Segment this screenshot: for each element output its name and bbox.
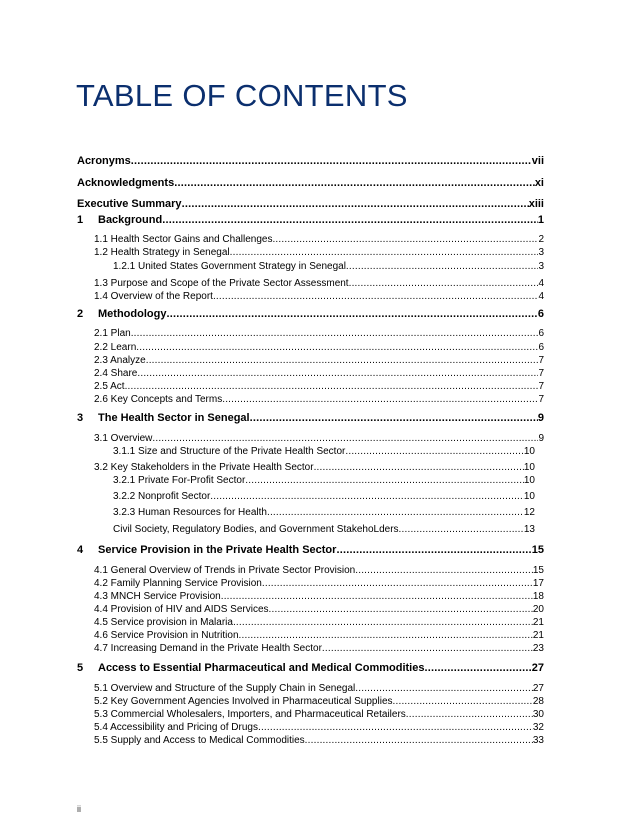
toc-section-5-1[interactable] [94, 682, 544, 696]
toc-chapter-3[interactable] [77, 411, 544, 425]
chapter-number: 4 [77, 544, 84, 556]
toc-entry-text: The Health Sector in Senegal [98, 412, 250, 424]
toc-section-1-2[interactable] [94, 246, 544, 260]
toc-section-1-3[interactable] [94, 277, 544, 291]
toc-entry-page: 18 [532, 591, 544, 602]
toc-entry-text: 2.5 Act [94, 381, 125, 392]
toc-entry-page: 30 [532, 709, 544, 720]
toc-entry-page: xi [534, 177, 544, 189]
toc-entry-page: 9 [538, 433, 544, 444]
toc-chapter-1[interactable] [77, 213, 544, 227]
toc-entry-text: 4.2 Family Planning Service Provision [94, 578, 262, 589]
toc-entry-page: 28 [532, 696, 544, 707]
toc-entry-page: 4 [538, 291, 544, 302]
toc-chapter-4[interactable] [77, 543, 544, 557]
toc-entry-page: 4 [538, 278, 544, 289]
toc-subsection-3-1-1[interactable] [113, 445, 535, 459]
toc-entry-page: 3 [538, 261, 544, 272]
toc-section-2-4[interactable] [94, 367, 544, 381]
toc-entry-text: 4.4 Provision of HIV and AIDS Services [94, 604, 269, 615]
toc-section-3-1[interactable] [94, 432, 544, 446]
chapter-number: 5 [77, 662, 84, 674]
chapter-number: 2 [77, 308, 84, 320]
toc-entry-text: 2.6 Key Concepts and Terms [94, 394, 223, 405]
toc-entry-page: 10 [523, 446, 535, 457]
toc-chapter-2[interactable] [77, 307, 544, 321]
toc-section-5-5[interactable] [94, 734, 544, 748]
toc-entry-text: 5.5 Supply and Access to Medical Commodities [94, 735, 305, 746]
toc-subsection-3-2-1[interactable] [113, 474, 535, 488]
toc-entry-text: Civil Society, Regulatory Bodies, and Government StakehoLders [113, 524, 399, 535]
toc-entry-page: 10 [523, 491, 535, 502]
toc-entry-page: 20 [532, 604, 544, 615]
toc-entry-page: xiii [528, 198, 544, 210]
toc-entry-text: 5.2 Key Government Agencies Involved in Pharmaceutical Supplies [94, 696, 393, 707]
toc-entry-page: 32 [532, 722, 544, 733]
toc-entry-page: 9 [537, 412, 544, 424]
toc-section-4-3[interactable] [94, 590, 544, 604]
toc-entry-text: 2.4 Share [94, 368, 138, 379]
toc-section-2-3[interactable] [94, 354, 544, 368]
toc-entry-page: 17 [532, 578, 544, 589]
toc-entry-page: 15 [532, 565, 544, 576]
toc-entry-page: 27 [531, 662, 544, 674]
chapter-number: 3 [77, 412, 84, 424]
toc-entry-text: Acronyms [77, 155, 131, 167]
toc-entry-page: 10 [523, 462, 535, 473]
toc-entry-text: 3.1 Overview [94, 433, 153, 444]
toc-entry-text: 5.4 Accessibility and Pricing of Drugs [94, 722, 258, 733]
toc-entry-text: 4.3 MNCH Service Provision [94, 591, 221, 602]
toc-entry-text: 4.7 Increasing Demand in the Private Health Sector [94, 643, 322, 654]
toc-entry-text: 1.3 Purpose and Scope of the Private Sector Assessment [94, 278, 349, 289]
toc-section-2-1[interactable] [94, 327, 544, 341]
toc-entry-text: 4.5 Service provision in Malaria [94, 617, 233, 628]
toc-entry-page: 23 [532, 643, 544, 654]
toc-entry-text: 3.1.1 Size and Structure of the Private Health Sector [113, 446, 346, 457]
toc-entry-text: 2.2 Learn [94, 342, 137, 353]
chapter-number: 1 [77, 214, 84, 226]
toc-entry-page: 15 [531, 544, 544, 556]
toc-entry-text: Access to Essential Pharmaceutical and Medical Commodities [98, 662, 425, 674]
toc-section-1-4[interactable] [94, 290, 544, 304]
toc-entry-page: 21 [532, 617, 544, 628]
toc-subsection-civil-society[interactable] [113, 523, 535, 537]
toc-entry-text: Methodology [98, 308, 167, 320]
toc-section-4-1[interactable] [94, 564, 544, 578]
toc-section-5-2[interactable] [94, 695, 544, 709]
page-number-footer: ii [77, 804, 81, 814]
page-title: TABLE OF CONTENTS [76, 78, 408, 113]
toc-entry-page: 1 [537, 214, 544, 226]
toc-section-2-5[interactable] [94, 380, 544, 394]
toc-section-3-2[interactable] [94, 461, 535, 475]
toc-entry-acknowledgments[interactable] [77, 176, 544, 190]
toc-entry-page: 33 [532, 735, 544, 746]
toc-subsection-3-2-3[interactable] [113, 506, 535, 520]
toc-entry-page: 7 [538, 355, 544, 366]
toc-entry-text: 5.3 Commercial Wholesalers, Importers, and Pharmaceutical Retailers [94, 709, 406, 720]
toc-subsection-1-2-1[interactable] [113, 260, 544, 274]
toc-entry-page: 3 [538, 247, 544, 258]
toc-entry-text: Executive Summary [77, 198, 182, 210]
toc-chapter-5[interactable] [77, 661, 544, 675]
toc-entry-text: 3.2.2 Nonprofit Sector [113, 491, 211, 502]
toc-entry-page: vii [531, 155, 544, 167]
toc-section-5-3[interactable] [94, 708, 544, 722]
toc-entry-text: 2.3 Analyze [94, 355, 146, 366]
toc-entry-text: 1.2.1 United States Government Strategy in Senegal [113, 261, 346, 272]
toc-entry-text: 3.2.1 Private For-Profit Sector [113, 475, 246, 486]
toc-section-4-4[interactable] [94, 603, 544, 617]
toc-entry-text: 1.4 Overview of the Report [94, 291, 213, 302]
toc-entry-text: 5.1 Overview and Structure of the Supply Chain in Senegal [94, 683, 356, 694]
toc-section-1-1[interactable] [94, 233, 544, 247]
toc-entry-text: Service Provision in the Private Health Sector [98, 544, 337, 556]
toc-entry-text: Acknowledgments [77, 177, 175, 189]
toc-entry-acronyms[interactable] [77, 154, 544, 168]
toc-entry-text: Background [98, 214, 163, 226]
toc-section-2-6[interactable] [94, 393, 544, 407]
toc-entry-page: 7 [538, 368, 544, 379]
toc-section-2-2[interactable] [94, 341, 544, 355]
toc-entry-page: 6 [538, 328, 544, 339]
toc-entry-executive-summary[interactable] [77, 197, 544, 211]
toc-entry-text: 4.6 Service Provision in Nutrition [94, 630, 239, 641]
toc-entry-text: 1.2 Health Strategy in Senegal [94, 247, 230, 258]
toc-entry-page: 12 [523, 507, 535, 518]
toc-entry-page: 7 [538, 394, 544, 405]
toc-section-4-6[interactable] [94, 629, 544, 643]
toc-entry-page: 27 [532, 683, 544, 694]
toc-section-4-2[interactable] [94, 577, 544, 591]
toc-entry-page: 7 [538, 381, 544, 392]
toc-subsection-3-2-2[interactable] [113, 490, 535, 504]
toc-entry-text: 4.1 General Overview of Trends in Private Sector Provision [94, 565, 356, 576]
toc-section-4-5[interactable] [94, 616, 544, 630]
toc-section-4-7[interactable] [94, 642, 544, 656]
toc-entry-page: 13 [523, 524, 535, 535]
toc-entry-text: 3.2 Key Stakeholders in the Private Health Sector [94, 462, 314, 473]
toc-entry-text: 1.1 Health Sector Gains and Challenges [94, 234, 273, 245]
toc-entry-text: 2.1 Plan [94, 328, 131, 339]
toc-entry-page: 6 [537, 308, 544, 320]
toc-entry-page: 21 [532, 630, 544, 641]
toc-entry-page: 10 [523, 475, 535, 486]
toc-entry-text: 3.2.3 Human Resources for Health [113, 507, 267, 518]
toc-entry-page: 2 [538, 234, 544, 245]
toc-section-5-4[interactable] [94, 721, 544, 735]
toc-entry-page: 6 [538, 342, 544, 353]
